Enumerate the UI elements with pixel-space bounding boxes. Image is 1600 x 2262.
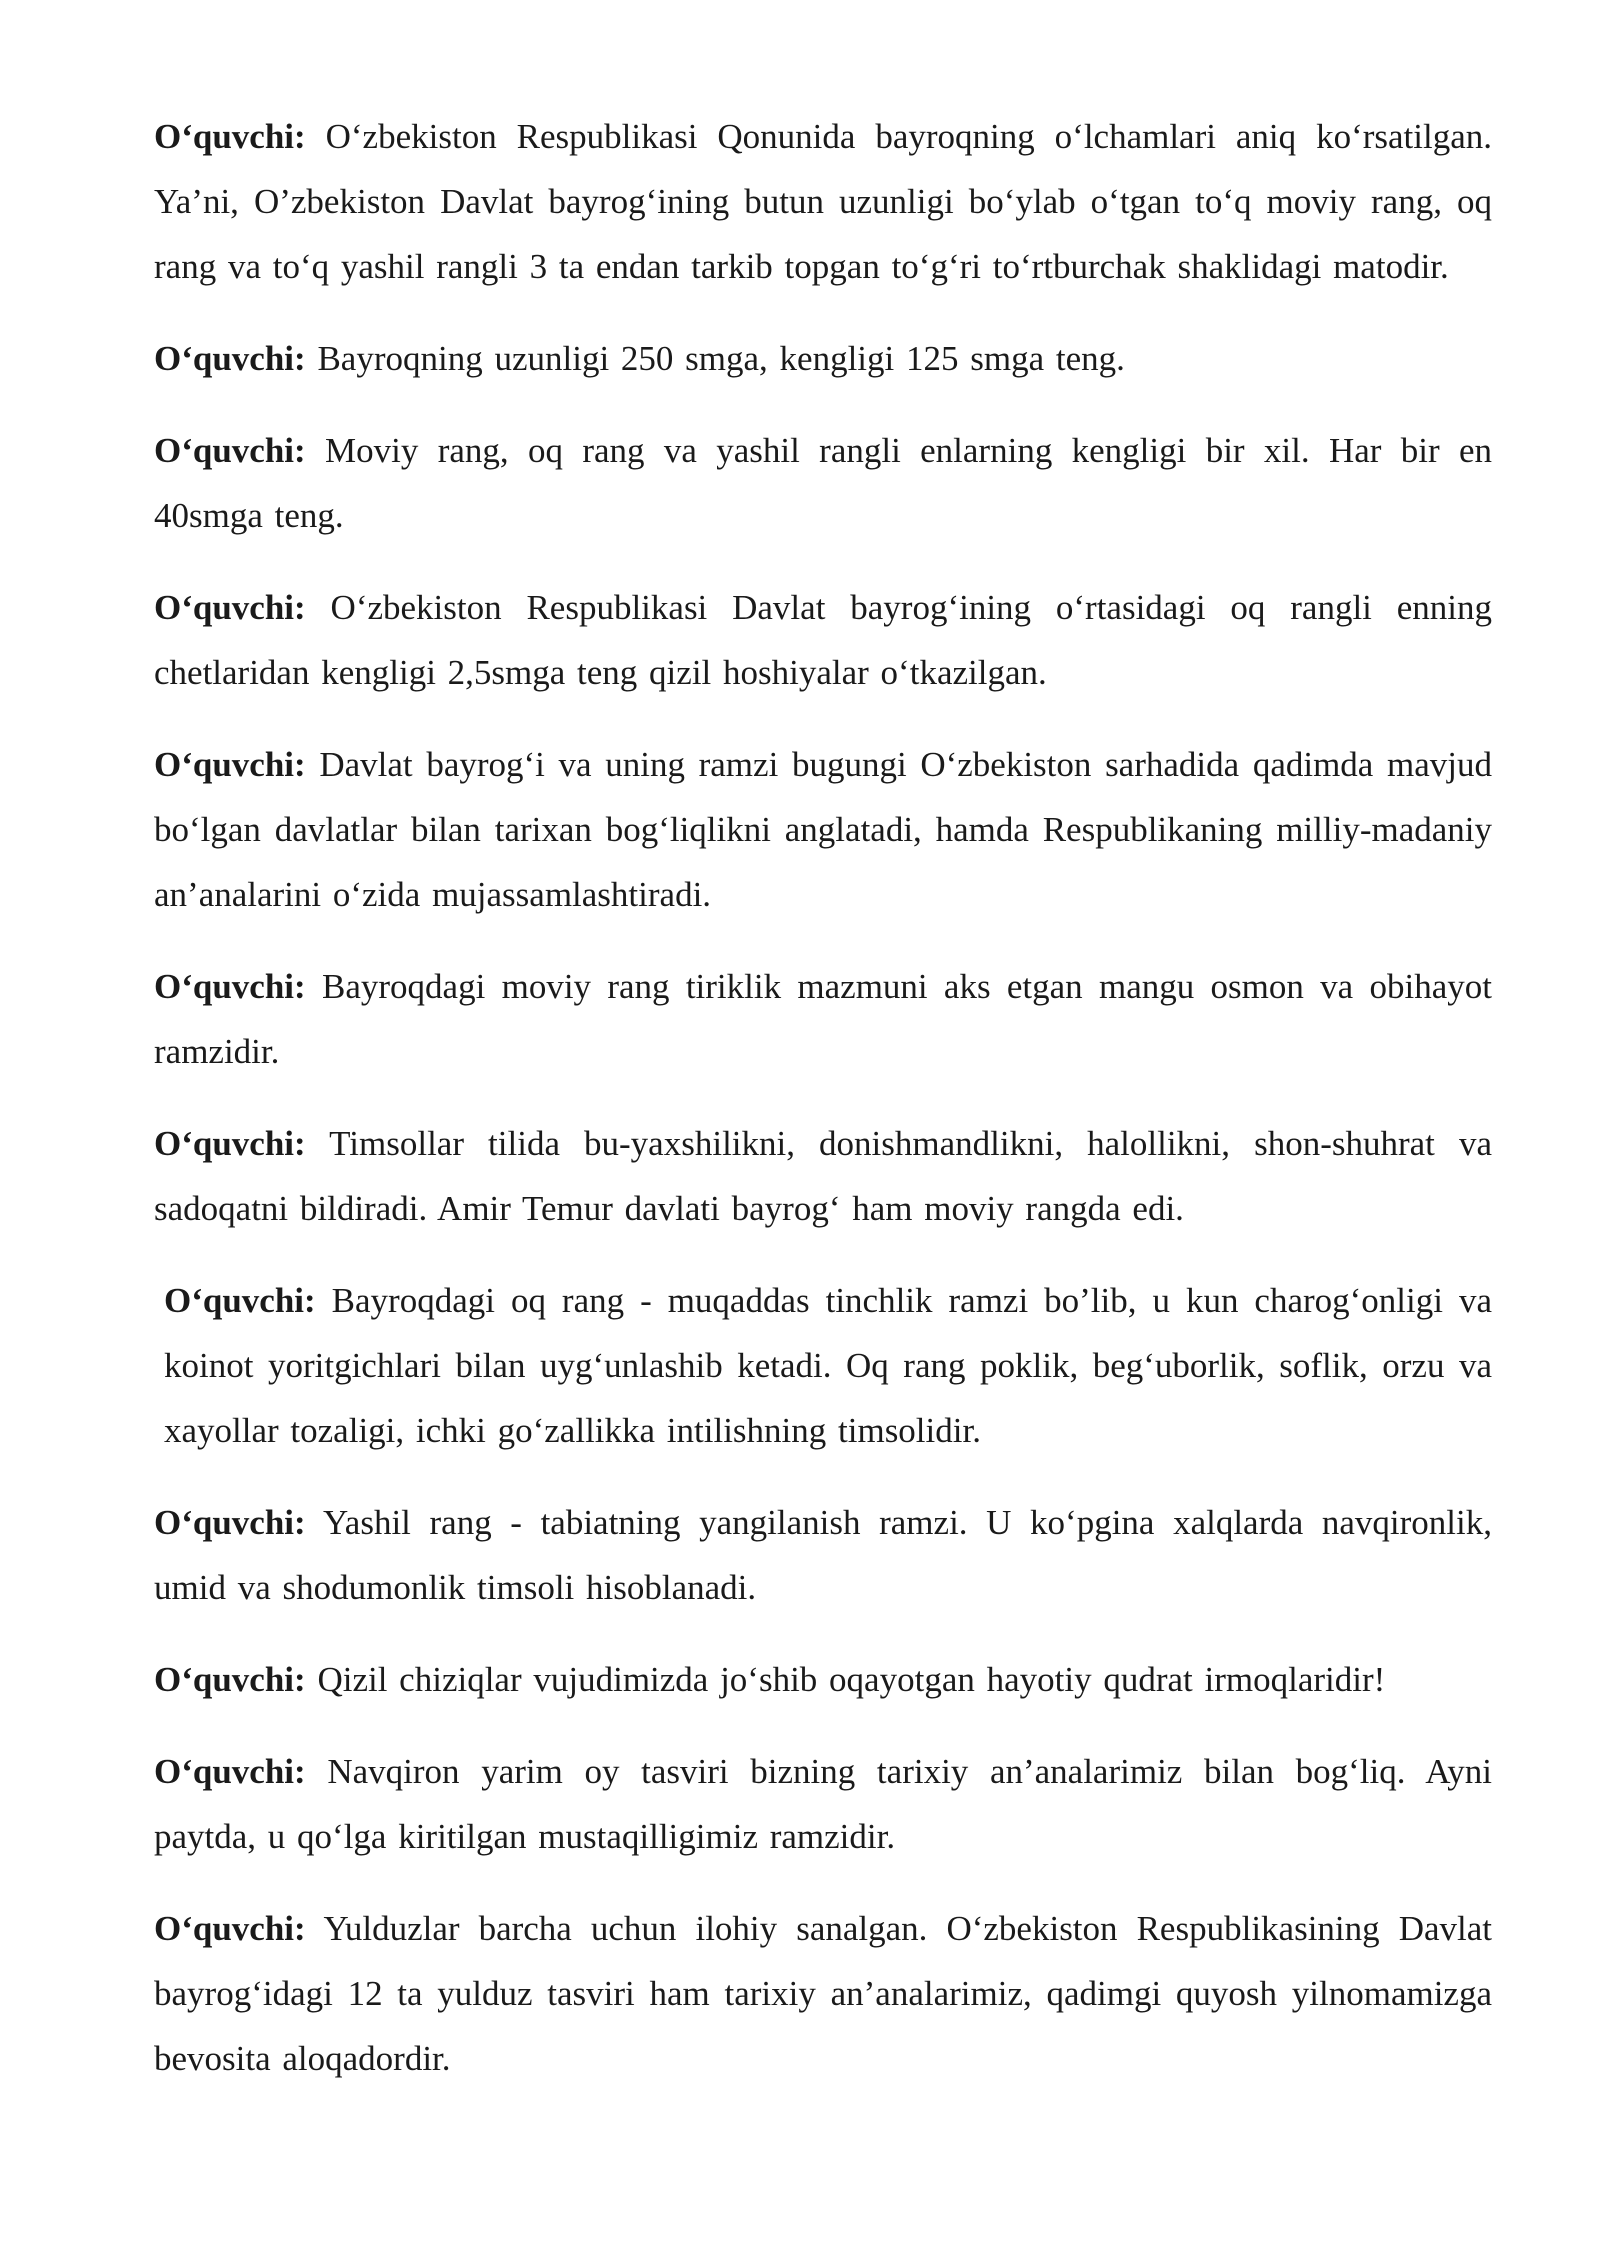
paragraph	[154, 1739, 1492, 1869]
speaker-label: O‘quvchi:	[154, 117, 306, 156]
paragraph	[154, 1490, 1492, 1620]
paragraph	[154, 326, 1492, 391]
paragraph-text: Qizil chiziqlar vujudimizda jo‘shib oqayotgan hayotiy qudrat irmoqlaridir!	[305, 1660, 1386, 1699]
speaker-label: O‘quvchi:	[154, 1660, 306, 1699]
paragraph	[154, 954, 1492, 1084]
speaker-label: O‘quvchi:	[154, 339, 306, 378]
paragraph-text: Yashil rang - tabiatning yangilanish ramzi. U ko‘pgina xalqlarda navqironlik, umid va shodumonlik timsoli hisoblanadi.	[154, 1503, 1492, 1607]
paragraph	[154, 1647, 1492, 1712]
speaker-label: O‘quvchi:	[154, 431, 306, 470]
document-body	[154, 104, 1492, 2118]
paragraph	[154, 1896, 1492, 2091]
paragraph-text: Davlat bayrog‘i va uning ramzi bugungi O‘zbekiston sarhadida qadimda mavjud bo‘lgan davlatlar bilan tarixan bog‘liqlikni anglatadi, hamda Respublikaning milliy-madaniy an’analarini o‘zida mujassamlashtiradi.	[154, 745, 1492, 914]
speaker-label: O‘quvchi:	[154, 1909, 306, 1948]
paragraph	[154, 1268, 1492, 1463]
speaker-label: O‘quvchi:	[164, 1281, 316, 1320]
paragraph-text: Moviy rang, oq rang va yashil rangli enlarning kengligi bir xil. Har bir en 40smga teng.	[154, 431, 1492, 535]
paragraph-text: Bayroqdagi oq rang - muqaddas tinchlik ramzi bo’lib, u kun charog‘onligi va koinot yoritgichlari bilan uyg‘unlashib ketadi. Oq rang poklik, beg‘uborlik, soflik, orzu va xayollar tozaligi, ichki go‘zallikka intilishning timsolidir.	[164, 1281, 1492, 1450]
paragraph	[154, 104, 1492, 299]
speaker-label: O‘quvchi:	[154, 588, 306, 627]
paragraph	[154, 418, 1492, 548]
paragraph	[154, 575, 1492, 705]
paragraph-text: Bayroqning uzunligi 250 smga, kengligi 125 smga teng.	[305, 339, 1125, 378]
paragraph-text: Navqiron yarim oy tasviri bizning tarixiy an’analarimiz bilan bog‘liq. Ayni paytda, u qo‘lga kiritilgan mustaqilligimiz ramzidir.	[154, 1752, 1492, 1856]
paragraph	[154, 732, 1492, 927]
speaker-label: O‘quvchi:	[154, 1503, 306, 1542]
speaker-label: O‘quvchi:	[154, 967, 306, 1006]
speaker-label: O‘quvchi:	[154, 745, 306, 784]
paragraph-text: O‘zbekiston Respublikasi Qonunida bayroqning o‘lchamlari aniq ko‘rsatilgan. Ya’ni, O’zbekiston Davlat bayrog‘ining butun uzunligi bo‘ylab o‘tgan to‘q moviy rang, oq rang va to‘q yashil rangli 3 ta endan tarkib topgan to‘g‘ri to‘rtburchak shaklidagi matodir.	[154, 117, 1492, 286]
paragraph	[154, 1111, 1492, 1241]
paragraph-text: Yulduzlar barcha uchun ilohiy sanalgan. O‘zbekiston Respublikasining Davlat bayrog‘idagi 12 ta yulduz tasviri ham tarixiy an’analarimiz, qadimgi quyosh yilnomamizga bevosita aloqadordir.	[154, 1909, 1492, 2078]
paragraph-text: Timsollar tilida bu-yaxshilikni, donishmandlikni, halollikni, shon-shuhrat va sadoqatni bildiradi. Amir Temur davlati bayrog‘ ham moviy rangda edi.	[154, 1124, 1492, 1228]
speaker-label: O‘quvchi:	[154, 1124, 306, 1163]
paragraph-text: Bayroqdagi moviy rang tiriklik mazmuni aks etgan mangu osmon va obihayot ramzidir.	[154, 967, 1492, 1071]
paragraph-text: O‘zbekiston Respublikasi Davlat bayrog‘ining o‘rtasidagi oq rangli enning chetlaridan kengligi 2,5smga teng qizil hoshiyalar o‘tkazilgan.	[154, 588, 1492, 692]
speaker-label: O‘quvchi:	[154, 1752, 306, 1791]
